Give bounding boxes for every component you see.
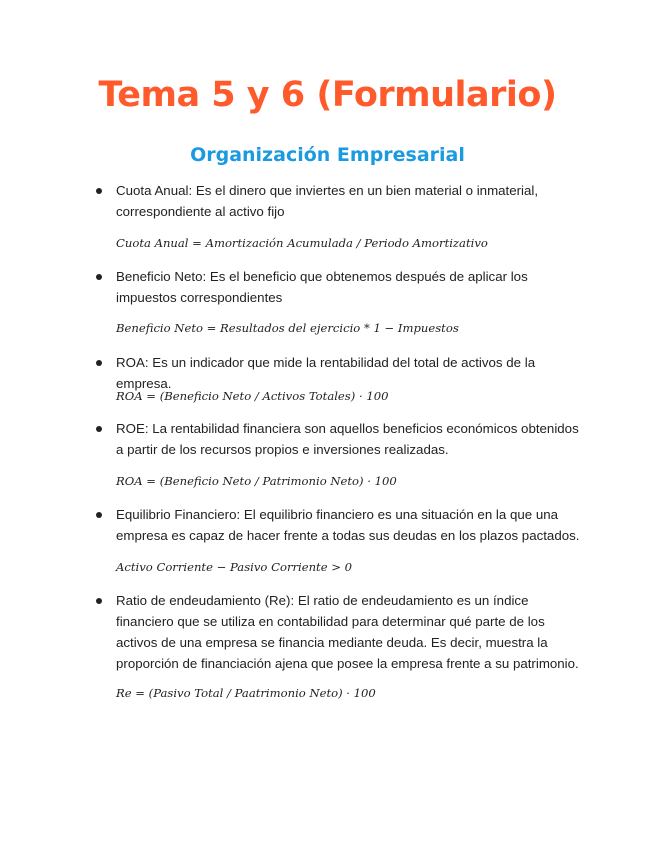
formula-equilibrio-financiero: Activo Corriente − Pasivo Corriente > 0 bbox=[116, 560, 353, 574]
item-text: Equilibrio Financiero: El equilibrio financiero es una situación en la que una empresa es capaz de hacer frente a todas sus deudas en los plazos pactados. bbox=[116, 507, 580, 543]
item-text: ROA: Es un indicador que mide la rentabilidad del total de activos de la empresa. bbox=[116, 355, 536, 391]
bullet-icon bbox=[96, 274, 102, 280]
bullet-icon bbox=[96, 598, 102, 604]
bullet-icon bbox=[96, 360, 102, 366]
item-text: Ratio de endeudamiento (Re): El ratio de endeudamiento es un índice financiero que se utiliza en contabilidad para determinar qué parte de los activos de una empresa se financia mediante deuda. Es decir, muestra la proporción de financiación ajena que posee la empresa frente a su patrimonio. bbox=[116, 593, 579, 671]
page-title: Tema 5 y 6 (Formulario) bbox=[98, 75, 557, 115]
item-text: Cuota Anual: Es el dinero que inviertes en un bien material o inmaterial, correspondiente al activo fijo bbox=[116, 183, 539, 219]
page-subtitle: Organización Empresarial bbox=[190, 144, 465, 166]
formula-beneficio-neto: Beneficio Neto = Resultados del ejercicio * 1 − Impuestos bbox=[116, 321, 459, 335]
formula-roa: ROA = (Beneficio Neto / Activos Totales) · 100 bbox=[116, 389, 389, 403]
item-text: Beneficio Neto: Es el beneficio que obtenemos después de aplicar los impuestos correspondientes bbox=[116, 269, 528, 305]
formula-ratio-endeudamiento: Re = (Pasivo Total / Paatrimonio Neto) · 100 bbox=[116, 686, 376, 700]
formula-cuota-anual: Cuota Anual = Amortización Acumulada / Periodo Amortizativo bbox=[116, 236, 488, 250]
formula-roe: ROA = (Beneficio Neto / Patrimonio Neto) · 100 bbox=[116, 474, 397, 488]
bullet-icon bbox=[96, 512, 102, 518]
item-text: ROE: La rentabilidad financiera son aquellos beneficios económicos obtenidos a partir de los recursos propios e inversiones realizadas. bbox=[116, 421, 579, 457]
bullet-icon bbox=[96, 426, 102, 432]
bullet-icon bbox=[96, 188, 102, 194]
